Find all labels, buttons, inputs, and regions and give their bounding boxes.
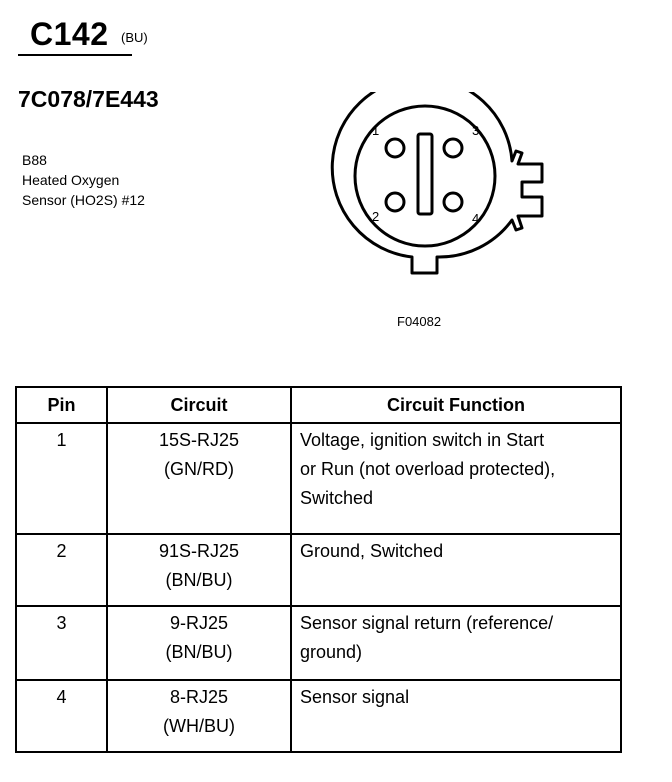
pin-label-4: 4 bbox=[472, 211, 480, 226]
component-code: B88 bbox=[22, 152, 47, 168]
wire-color: (BN/BU) bbox=[165, 642, 233, 662]
table-header-row bbox=[16, 387, 621, 423]
pin-socket-1 bbox=[386, 139, 404, 157]
function-line: Sensor signal return (reference/ bbox=[300, 613, 554, 633]
function-cell bbox=[291, 680, 621, 752]
table-row bbox=[16, 606, 621, 680]
function-cell bbox=[291, 423, 621, 534]
function-line: ground) bbox=[300, 642, 363, 662]
function-cell bbox=[291, 606, 621, 680]
circuit-id: 15S-RJ25 bbox=[158, 430, 240, 450]
pin-label-3: 3 bbox=[472, 123, 480, 138]
component-info bbox=[22, 150, 145, 210]
table-row bbox=[16, 423, 621, 534]
pin-cell: 4 bbox=[16, 680, 107, 752]
wire-color: (WH/BU) bbox=[163, 716, 235, 736]
circuit-cell bbox=[107, 680, 291, 752]
pin-cell: 2 bbox=[16, 534, 107, 606]
component-name-line2: Sensor (HO2S) #12 bbox=[22, 192, 145, 208]
table-row bbox=[16, 534, 621, 606]
function-line: Switched bbox=[300, 488, 374, 508]
connector-id: C142 bbox=[30, 16, 109, 52]
pin-label-2: 2 bbox=[372, 209, 380, 224]
connector-color: (BU) bbox=[121, 30, 148, 45]
component-name-line1: Heated Oxygen bbox=[22, 172, 120, 188]
function-cell bbox=[291, 534, 621, 606]
column-header-function: Circuit Function bbox=[291, 387, 621, 423]
pin-cell: 3 bbox=[16, 606, 107, 680]
function-line: Sensor signal bbox=[300, 687, 410, 707]
pin-socket-2 bbox=[386, 193, 404, 211]
function-line: Ground, Switched bbox=[300, 541, 444, 561]
pin-label-1: 1 bbox=[372, 123, 380, 138]
pin-cell: 1 bbox=[16, 423, 107, 534]
column-header-pin: Pin bbox=[16, 387, 107, 423]
function-line: or Run (not overload protected), bbox=[300, 459, 556, 479]
wire-color: (GN/RD) bbox=[164, 459, 234, 479]
wire-color: (BN/BU) bbox=[165, 570, 233, 590]
title-underline bbox=[18, 54, 132, 56]
circuit-cell bbox=[107, 606, 291, 680]
column-header-circuit: Circuit bbox=[107, 387, 291, 423]
circuit-cell bbox=[107, 534, 291, 606]
part-number: 7C078/7E443 bbox=[18, 86, 159, 112]
circuit-cell bbox=[107, 423, 291, 534]
center-key bbox=[418, 134, 432, 214]
circuit-id: 91S-RJ25 bbox=[158, 541, 240, 561]
pin-table bbox=[15, 386, 622, 753]
pin-socket-4 bbox=[444, 193, 462, 211]
pin-socket-3 bbox=[444, 139, 462, 157]
table-row bbox=[16, 680, 621, 752]
function-line: Voltage, ignition switch in Start bbox=[300, 430, 545, 450]
figure-reference: F04082 bbox=[397, 314, 442, 329]
connector-face-diagram bbox=[280, 92, 550, 292]
circuit-id: 9-RJ25 bbox=[169, 613, 229, 633]
circuit-id: 8-RJ25 bbox=[169, 687, 229, 707]
